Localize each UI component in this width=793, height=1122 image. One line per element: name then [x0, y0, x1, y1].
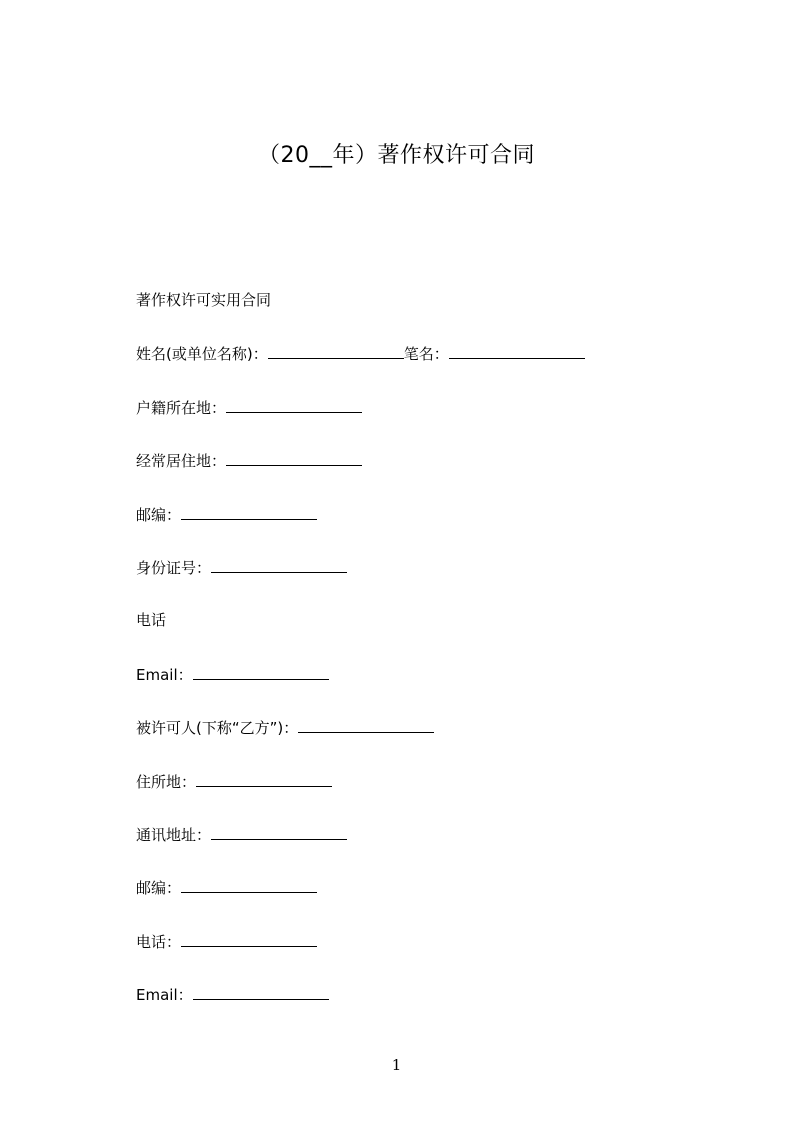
field-label: 经常居住地：: [136, 452, 227, 471]
field-label: 电话：: [136, 932, 182, 951]
field-postcode: [136, 503, 696, 556]
field-id-number: [136, 556, 696, 609]
blank-underline: [181, 876, 317, 893]
field-postcode-2: [136, 876, 696, 929]
page-number: 1: [391, 1056, 402, 1074]
field-email-2: [136, 983, 696, 1036]
field-household-registration: [136, 396, 696, 449]
field-label: 电话: [136, 611, 167, 630]
document-title: （20__年）著作权许可合同: [258, 143, 535, 168]
blank-underline: [196, 770, 332, 787]
field-label: 姓名(或单位名称)：: [136, 345, 268, 364]
blank-underline: [193, 663, 329, 680]
field-residence: [136, 449, 696, 502]
field-label: 笔名：: [403, 345, 449, 364]
field-label: 住所地：: [136, 772, 197, 791]
blank-underline: [181, 930, 317, 947]
blank-underline: [211, 823, 347, 840]
field-name-penname: [136, 342, 696, 395]
field-domicile: [136, 770, 696, 823]
field-email: [136, 663, 696, 716]
field-phone: [136, 609, 696, 662]
blank-underline: [268, 342, 404, 359]
field-label: 被许可人(下称“乙方”)：: [136, 719, 299, 738]
subtitle-line: [136, 289, 696, 342]
blank-underline: [298, 716, 434, 733]
field-label: 身份证号：: [136, 558, 212, 577]
field-label: Email：: [136, 665, 193, 684]
blank-underline: [211, 556, 347, 573]
contract-fields: [136, 289, 696, 1036]
blank-underline: [181, 503, 317, 520]
field-phone-2: [136, 930, 696, 983]
blank-underline: [449, 342, 585, 359]
blank-underline: [226, 396, 362, 413]
field-label: Email：: [136, 986, 193, 1005]
blank-underline: [226, 449, 362, 466]
field-mailing-address: [136, 823, 696, 876]
field-label: 户籍所在地：: [136, 398, 227, 417]
field-label: 邮编：: [136, 505, 182, 524]
blank-underline: [193, 983, 329, 1000]
field-label: 邮编：: [136, 879, 182, 898]
document-subtitle: 著作权许可实用合同: [136, 291, 272, 309]
field-licensee: [136, 716, 696, 769]
field-label: 通讯地址：: [136, 825, 212, 844]
